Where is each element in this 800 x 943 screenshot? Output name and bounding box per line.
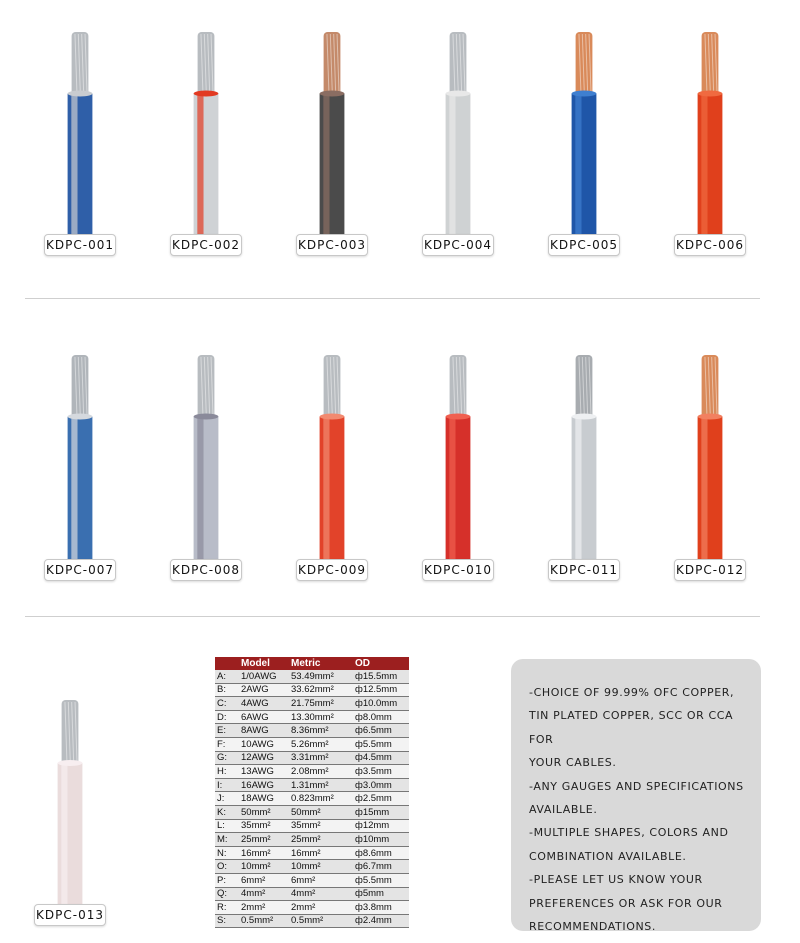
- cable-jacket-edge: [194, 91, 219, 97]
- spec-cell-od: ф3.8mm: [353, 901, 409, 915]
- features-box: [511, 659, 761, 934]
- cable-drawing: [312, 355, 352, 560]
- spec-cell-od: ф2.4mm: [353, 914, 409, 928]
- spec-cell-metric: 1.31mm²: [289, 778, 353, 792]
- product-label-kdpc-013: KDPC-013: [34, 904, 106, 926]
- spec-cell-metric: 0.5mm²: [289, 914, 353, 928]
- cable-image-7: [60, 355, 100, 560]
- spec-cell-metric: 50mm²: [289, 805, 353, 819]
- spec-cell-od: ф15.5mm: [353, 670, 409, 683]
- spec-cell-model: 16AWG: [239, 778, 289, 792]
- cable-drawing: [60, 355, 100, 560]
- spec-cell-model: 2mm²: [239, 901, 289, 915]
- cable-sheen: [701, 94, 707, 238]
- cable-sheen: [701, 417, 707, 561]
- spec-cell-key: C:: [215, 697, 239, 711]
- spec-cell-key: J:: [215, 792, 239, 806]
- spec-table-row: [215, 778, 409, 792]
- spec-table-row: [215, 724, 409, 738]
- cable-jacket-edge: [194, 414, 219, 420]
- spec-cell-od: ф6.7mm: [353, 860, 409, 874]
- spec-cell-od: ф12.5mm: [353, 683, 409, 697]
- cable-sheen: [71, 417, 77, 561]
- cable-drawing: [50, 700, 90, 910]
- cable-drawing: [186, 32, 226, 237]
- cable-image-3: [312, 32, 352, 237]
- spec-cell-key: N:: [215, 846, 239, 860]
- product-label-kdpc-008: KDPC-008: [170, 559, 242, 581]
- spec-cell-model: 6AWG: [239, 710, 289, 724]
- spec-cell-key: M:: [215, 833, 239, 847]
- spec-cell-od: ф10.0mm: [353, 697, 409, 711]
- feature-line: COMBINATION AVAILABLE.: [529, 849, 687, 863]
- cable-drawing: [690, 32, 730, 237]
- product-label-kdpc-009: KDPC-009: [296, 559, 368, 581]
- cable-sheen: [197, 94, 203, 238]
- spec-table-row: [215, 765, 409, 779]
- cable-jacket-edge: [572, 91, 597, 97]
- product-label-kdpc-002: KDPC-002: [170, 234, 242, 256]
- spec-table-row: [215, 697, 409, 711]
- spec-cell-metric: 21.75mm²: [289, 697, 353, 711]
- feature-line: -PLEASE LET US KNOW YOUR: [529, 873, 703, 887]
- product-label-kdpc-006: KDPC-006: [674, 234, 746, 256]
- cable-jacket-edge: [320, 91, 345, 97]
- spec-cell-metric: 13.30mm²: [289, 710, 353, 724]
- cable-jacket-edge: [58, 760, 83, 766]
- spec-cell-metric: 3.31mm²: [289, 751, 353, 765]
- cable-jacket-edge: [68, 91, 93, 97]
- cable-jacket-edge: [698, 414, 723, 420]
- spec-cell-key: D:: [215, 710, 239, 724]
- cable-image-9: [312, 355, 352, 560]
- spec-cell-od: ф8.0mm: [353, 710, 409, 724]
- spec-cell-key: I:: [215, 778, 239, 792]
- spec-cell-od: ф5.5mm: [353, 737, 409, 751]
- spec-cell-model: 25mm²: [239, 833, 289, 847]
- cable-drawing: [564, 32, 604, 237]
- spec-cell-key: F:: [215, 737, 239, 751]
- cable-drawing: [438, 355, 478, 560]
- spec-cell-model: 10AWG: [239, 737, 289, 751]
- product-label-kdpc-012: KDPC-012: [674, 559, 746, 581]
- spec-cell-metric: 5.26mm²: [289, 737, 353, 751]
- cable-jacket-edge: [68, 414, 93, 420]
- spec-cell-metric: 25mm²: [289, 833, 353, 847]
- spec-cell-model: 12AWG: [239, 751, 289, 765]
- cable-image-12: [690, 355, 730, 560]
- product-label-kdpc-001: KDPC-001: [44, 234, 116, 256]
- spec-cell-key: B:: [215, 683, 239, 697]
- cable-drawing: [186, 355, 226, 560]
- spec-table-row: [215, 833, 409, 847]
- feature-line: -MULTIPLE SHAPES, COLORS AND: [529, 826, 729, 840]
- product-label-kdpc-003: KDPC-003: [296, 234, 368, 256]
- spec-table-row: [215, 914, 409, 928]
- cable-sheen: [71, 94, 77, 238]
- product-label-kdpc-010: KDPC-010: [422, 559, 494, 581]
- spec-table-row: [215, 901, 409, 915]
- product-label-kdpc-005: KDPC-005: [548, 234, 620, 256]
- cable-image-2: [186, 32, 226, 237]
- cable-drawing: [312, 32, 352, 237]
- feature-line: TIN PLATED COPPER, SCC OR CCA FOR: [529, 709, 734, 746]
- spec-cell-key: A:: [215, 670, 239, 683]
- cable-drawing: [60, 32, 100, 237]
- spec-cell-model: 13AWG: [239, 765, 289, 779]
- spec-cell-model: 50mm²: [239, 805, 289, 819]
- spec-cell-key: K:: [215, 805, 239, 819]
- cable-jacket-edge: [446, 91, 471, 97]
- spec-cell-metric: 0.823mm²: [289, 792, 353, 806]
- spec-cell-od: ф5mm: [353, 887, 409, 901]
- product-label-kdpc-011: KDPC-011: [548, 559, 620, 581]
- spec-table-row: [215, 670, 409, 683]
- spec-table-row: [215, 846, 409, 860]
- cable-drawing: [564, 355, 604, 560]
- cable-image-1: [60, 32, 100, 237]
- spec-cell-model: 4mm²: [239, 887, 289, 901]
- spec-cell-model: 16mm²: [239, 846, 289, 860]
- spec-cell-metric: 10mm²: [289, 860, 353, 874]
- product-label-kdpc-007: KDPC-007: [44, 559, 116, 581]
- cable-sheen: [575, 417, 581, 561]
- spec-cell-od: ф3.5mm: [353, 765, 409, 779]
- feature-line: -ANY GAUGES AND SPECIFICATIONS: [529, 779, 744, 793]
- spec-cell-od: ф12mm: [353, 819, 409, 833]
- spec-table-row: [215, 710, 409, 724]
- spec-cell-model: 35mm²: [239, 819, 289, 833]
- spec-cell-od: ф8.6mm: [353, 846, 409, 860]
- spec-cell-metric: 35mm²: [289, 819, 353, 833]
- cable-sheen: [575, 94, 581, 238]
- spec-table-body: [215, 670, 409, 928]
- cable-sheen: [323, 417, 329, 561]
- cable-image-4: [438, 32, 478, 237]
- spec-cell-key: O:: [215, 860, 239, 874]
- cable-sheen: [449, 417, 455, 561]
- section-divider-1: [25, 298, 760, 299]
- spec-cell-key: P:: [215, 873, 239, 887]
- section-divider-2: [25, 616, 760, 617]
- spec-cell-key: E:: [215, 724, 239, 738]
- spec-cell-model: 10mm²: [239, 860, 289, 874]
- spec-cell-model: 8AWG: [239, 724, 289, 738]
- feature-line: PREFERENCES OR ASK FOR OUR: [529, 896, 723, 910]
- spec-cell-model: 6mm²: [239, 873, 289, 887]
- spec-cell-model: 0.5mm²: [239, 914, 289, 928]
- cable-sheen: [449, 94, 455, 238]
- spec-table-row: [215, 873, 409, 887]
- cable-image-10: [438, 355, 478, 560]
- cable-image-11: [564, 355, 604, 560]
- spec-cell-key: L:: [215, 819, 239, 833]
- cable-image-8: [186, 355, 226, 560]
- spec-cell-od: ф10mm: [353, 833, 409, 847]
- spec-table-row: [215, 737, 409, 751]
- spec-cell-od: ф2.5mm: [353, 792, 409, 806]
- features-list: [511, 659, 761, 938]
- product-label-kdpc-004: KDPC-004: [422, 234, 494, 256]
- cable-jacket-edge: [320, 414, 345, 420]
- spec-table-header: [215, 657, 409, 670]
- cable-sheen: [323, 94, 329, 238]
- cable-image-5: [564, 32, 604, 237]
- cable-jacket-edge: [446, 414, 471, 420]
- cable-drawing: [690, 355, 730, 560]
- cable-sheen: [61, 763, 67, 910]
- header-metric: Metric: [289, 657, 353, 670]
- spec-cell-metric: 4mm²: [289, 887, 353, 901]
- spec-cell-model: 1/0AWG: [239, 670, 289, 683]
- cable-sheen: [197, 417, 203, 561]
- feature-line: YOUR CABLES.: [529, 756, 617, 770]
- spec-table-row: [215, 751, 409, 765]
- cable-jacket-edge: [698, 91, 723, 97]
- feature-line: AVAILABLE.: [529, 803, 598, 817]
- spec-cell-key: Q:: [215, 887, 239, 901]
- spec-table-row: [215, 860, 409, 874]
- spec-cell-metric: 6mm²: [289, 873, 353, 887]
- spec-table-row: [215, 887, 409, 901]
- cable-drawing: [438, 32, 478, 237]
- spec-cell-metric: 2mm²: [289, 901, 353, 915]
- spec-cell-key: G:: [215, 751, 239, 765]
- spec-cell-key: H:: [215, 765, 239, 779]
- spec-table: [215, 657, 409, 928]
- header-od: OD: [353, 657, 409, 670]
- spec-cell-metric: 33.62mm²: [289, 683, 353, 697]
- spec-cell-model: 18AWG: [239, 792, 289, 806]
- cable-image-6: [690, 32, 730, 237]
- cable-jacket-edge: [572, 414, 597, 420]
- spec-table-row: [215, 792, 409, 806]
- spec-cell-key: S:: [215, 914, 239, 928]
- spec-cell-metric: 53.49mm²: [289, 670, 353, 683]
- spec-table-row: [215, 683, 409, 697]
- spec-table-row: [215, 819, 409, 833]
- spec-cell-od: ф4.5mm: [353, 751, 409, 765]
- spec-cell-od: ф5.5mm: [353, 873, 409, 887]
- spec-cell-model: 4AWG: [239, 697, 289, 711]
- spec-cell-model: 2AWG: [239, 683, 289, 697]
- spec-cell-metric: 2.08mm²: [289, 765, 353, 779]
- feature-line: -CHOICE OF 99.99% OFC COPPER,: [529, 686, 735, 699]
- spec-cell-key: R:: [215, 901, 239, 915]
- spec-cell-od: ф6.5mm: [353, 724, 409, 738]
- feature-line: RECOMMENDATIONS.: [529, 920, 656, 934]
- spec-cell-od: ф15mm: [353, 805, 409, 819]
- spec-cell-metric: 16mm²: [289, 846, 353, 860]
- spec-table-row: [215, 805, 409, 819]
- cable-image-13: [50, 700, 90, 910]
- header-model: Model: [239, 657, 289, 670]
- spec-cell-od: ф3.0mm: [353, 778, 409, 792]
- spec-cell-metric: 8.36mm²: [289, 724, 353, 738]
